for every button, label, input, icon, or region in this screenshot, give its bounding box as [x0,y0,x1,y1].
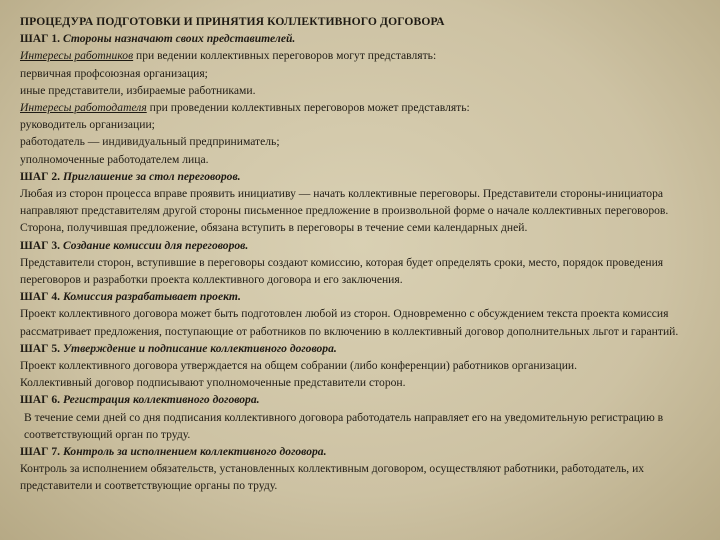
list-item: уполномоченные работодателем лица. [20,152,209,166]
list-item: первичная профсоюзная организация; [20,66,208,80]
step-3-heading [20,237,712,254]
step-6-number: ШАГ 6. [20,393,61,407]
step-7-heading [20,443,712,460]
step-4-title: Комиссия разрабатывает проект. [62,290,241,304]
step-2-title: Приглашение за стол переговоров. [62,169,241,183]
step-6-title: Регистрация коллективного договора. [62,393,260,407]
document-body [20,13,712,495]
step-2-number: ШАГ 2. [20,169,61,183]
workers-interest-label: Интересы работников [20,49,134,63]
employer-interest-text: при проведении коллективных переговоров может представлять: [146,101,470,115]
step-3-title: Создание комиссии для переговоров. [62,238,249,252]
step-1-workers-line [20,47,712,64]
step-3-text: Представители сторон, вступившие в переговоры создают комиссию, которая будет определять сроки, место, порядок проведения переговоров и разработки проекта коллективного договора и его заключения. [20,255,664,287]
step-2-text: Любая из сторон процесса вправе проявить инициативу — начать коллективные переговоры. Представители стороны-инициатора направляют представителям другой стороны письменное предложение в произвольной форме о начале коллективных переговоров. Сторона, получившая предложение, обязана вступить в переговоры в течение семи календарных дней. [20,187,669,235]
step-7-number: ШАГ 7. [20,445,61,459]
list-item: иные представители, избираемые работниками. [20,83,256,97]
step-1-employer-line [20,99,712,116]
step-4-number: ШАГ 4. [20,290,61,304]
step-5-text-1: Проект коллективного договора утверждается на общем собрании (либо конференции) работников организации. [20,359,578,373]
employer-interest-label: Интересы работодателя [20,101,147,115]
step-4-heading [20,288,712,305]
workers-interest-text: при ведении коллективных переговоров могут представлять: [133,49,437,63]
step-6-text: В течение семи дней со дня подписания коллективного договора работодатель направляет его на уведомительную регистрацию в соответствующий орган по труду. [24,410,664,441]
step-4-text: Проект коллективного договора может быть подготовлен любой из сторон. Одновременно с обсуждением текста проекта комиссия рассматривает предложения, поступающие от работников по включению в коллективный договор дополнительных льгот и гарантий. [20,307,679,338]
step-5-heading [20,340,712,357]
step-6-heading [20,391,712,408]
step-5-title: Утверждение и подписание коллективного договора. [62,341,337,355]
step-1-number: ШАГ 1. [20,32,61,46]
step-1-title: Стороны назначают своих представителей. [62,32,296,46]
list-item: работодатель — индивидуальный предприниматель; [20,135,280,149]
step-1-heading [20,30,712,47]
list-item: руководитель организации; [20,118,155,132]
step-7-text: Контроль за исполнением обязательств, установленных коллективным договором, осуществляют работники, работодатель, их представители и соответствующие органы по труду. [20,462,645,493]
step-7-title: Контроль за исполнением коллективного договора. [62,445,327,459]
step-3-number: ШАГ 3. [20,238,61,252]
step-5-text-2: Коллективный договор подписывают уполномоченные представители сторон. [20,376,406,390]
page-title: ПРОЦЕДУРА ПОДГОТОВКИ И ПРИНЯТИЯ КОЛЛЕКТИВНОГО ДОГОВОРА [20,15,445,28]
step-2-heading [20,168,712,185]
step-5-number: ШАГ 5. [20,341,61,355]
